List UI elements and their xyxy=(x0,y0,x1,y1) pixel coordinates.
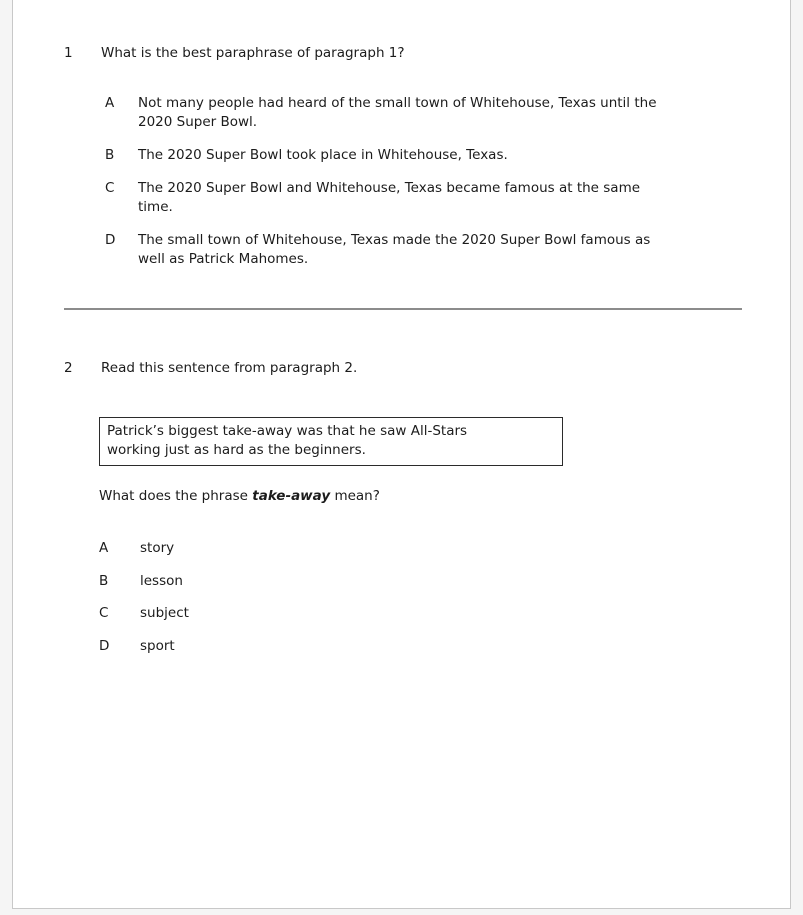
question-1-header xyxy=(64,44,756,63)
option-letter: C xyxy=(99,605,109,621)
quote-line: Patrick’s biggest take-away was that he saw All-Stars xyxy=(107,423,468,439)
quote-box xyxy=(99,417,563,466)
option-text xyxy=(140,637,756,656)
question-1-prompt: What is the best paraphrase of paragraph 1? xyxy=(101,45,405,61)
question-1-option-d xyxy=(105,231,756,269)
question-2-options xyxy=(99,539,756,656)
option-line: subject xyxy=(140,605,189,621)
question-2 xyxy=(64,359,756,669)
question-1-option-c xyxy=(105,179,756,217)
option-line: The 2020 Super Bowl and Whitehouse, Texas became famous at the same xyxy=(138,180,641,196)
question-2-option-a xyxy=(99,539,756,558)
question-2-sub-prompt xyxy=(99,487,756,506)
section-divider xyxy=(64,308,742,310)
option-line: story xyxy=(140,540,175,556)
question-2-option-d xyxy=(99,637,756,656)
option-letter: A xyxy=(99,540,109,556)
sub-prompt-term: take-away xyxy=(252,488,331,504)
question-1-option-a xyxy=(105,94,756,132)
sub-prompt-prefix: What does the phrase xyxy=(99,488,253,504)
option-text xyxy=(140,604,756,623)
option-letter: C xyxy=(105,180,115,196)
question-2-option-b xyxy=(99,572,756,591)
option-line: Not many people had heard of the small town of Whitehouse, Texas until the xyxy=(138,95,657,111)
question-2-prompt: Read this sentence from paragraph 2. xyxy=(101,360,358,376)
question-2-option-c xyxy=(99,604,756,623)
question-1-number: 1 xyxy=(64,45,73,61)
question-1-options xyxy=(105,94,756,269)
option-letter: B xyxy=(105,147,115,163)
question-2-header xyxy=(64,359,756,378)
option-line: The 2020 Super Bowl took place in Whitehouse, Texas. xyxy=(138,147,508,163)
question-1-option-b xyxy=(105,146,756,165)
worksheet-page xyxy=(12,0,791,909)
option-line: The small town of Whitehouse, Texas made the 2020 Super Bowl famous as xyxy=(138,232,651,248)
option-text xyxy=(138,94,756,132)
option-text xyxy=(140,572,756,591)
option-line: 2020 Super Bowl. xyxy=(138,114,258,130)
option-line: sport xyxy=(140,637,175,654)
option-text xyxy=(140,539,756,558)
option-letter: B xyxy=(99,572,109,589)
option-text xyxy=(138,231,756,269)
option-text xyxy=(138,179,756,217)
option-line: well as Patrick Mahomes. xyxy=(138,251,309,267)
question-1 xyxy=(64,44,756,283)
question-2-number: 2 xyxy=(64,360,73,376)
sub-prompt-suffix: mean? xyxy=(330,488,380,504)
option-letter: D xyxy=(105,232,116,248)
quote-line: working just as hard as the beginners. xyxy=(107,442,366,458)
option-letter: D xyxy=(99,637,110,654)
option-text xyxy=(138,146,756,165)
option-line: lesson xyxy=(140,572,183,589)
option-line: time. xyxy=(138,199,173,215)
option-letter: A xyxy=(105,95,115,111)
